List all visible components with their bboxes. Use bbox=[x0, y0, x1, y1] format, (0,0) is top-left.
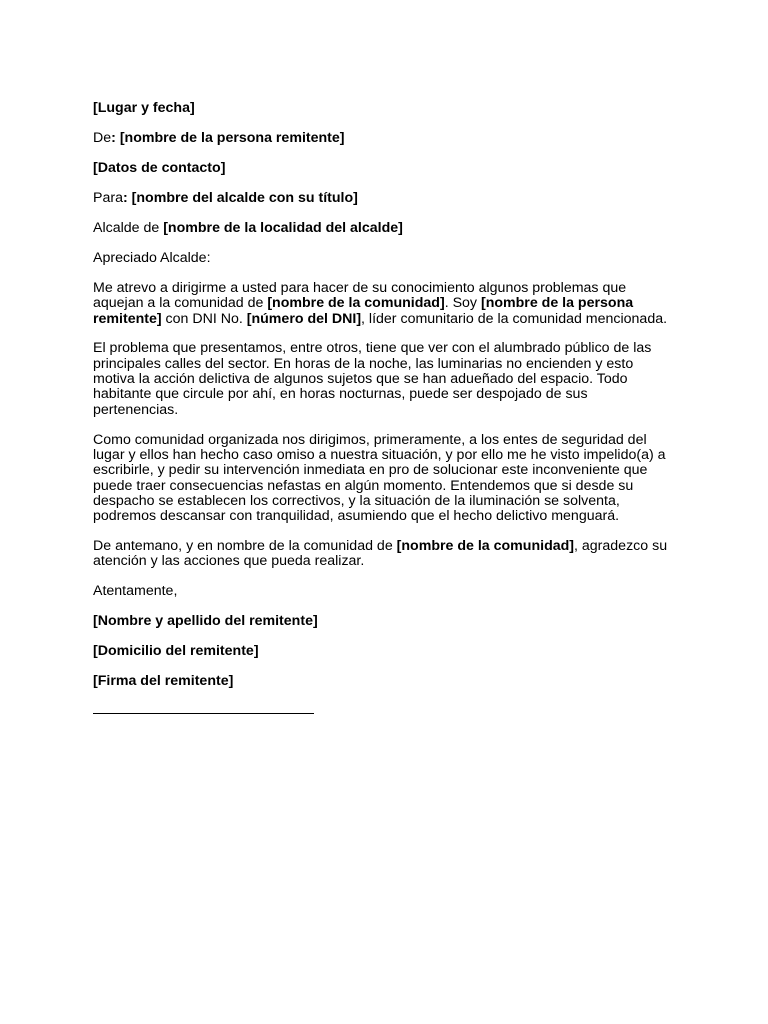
to-line bbox=[93, 191, 673, 206]
dni-placeholder: [número del DNI] bbox=[246, 310, 362, 327]
mayor-name-placeholder: [nombre del alcalde con su título] bbox=[127, 189, 358, 206]
letter-document bbox=[93, 101, 673, 714]
thanks-text-1: De antemano, y en nombre de la comunidad de bbox=[93, 538, 397, 555]
paragraph-request: Como comunidad organizada nos dirigimos, primeramente, a los entes de seguridad del lugar y ellos han hecho caso omiso a nuestra situación, y por ello me he visto impelido(a) a escribirle, y pedir su intervención inmediata en pro de solucionar este inconveniente que puede traer consecuencias nefastas en algún momento. Entendemos que si desde su despacho se establecen los correctivos, y la situación de la iluminación se solventa, podremos descansar con tranquilidad, asumiendo que el hecho delictivo menguará. bbox=[93, 431, 666, 525]
paragraph-thanks bbox=[93, 539, 673, 570]
paragraph-problem: El problema que presentamos, entre otros, tiene que ver con el alumbrado público de las principales calles del sector. En horas de la noche, las luminarias no encienden y esto motiva la acción delictiva de algunos sujetos que se han adueñado del espacio. Todo habitante que circule por ahí, en horas nocturnas, puede ser despojado de sus pertenencias. bbox=[93, 340, 652, 418]
contact-data: [Datos de contacto] bbox=[93, 159, 226, 176]
from-line bbox=[93, 131, 673, 146]
community-name-placeholder: [nombre de la comunidad] bbox=[267, 295, 445, 312]
sender-signature: [Firma del remitente] bbox=[93, 673, 234, 690]
sender-name-placeholder: [nombre de la persona remitente] bbox=[115, 129, 345, 146]
paragraph-intro bbox=[93, 281, 673, 327]
sender-address: [Domicilio del remitente] bbox=[93, 643, 259, 660]
from-label: De bbox=[93, 129, 112, 146]
to-label: Para bbox=[93, 189, 123, 206]
closing: Atentamente, bbox=[93, 583, 178, 600]
thanks-text-2: , agradezco su atención y las acciones que pueda realizar. bbox=[93, 538, 668, 570]
community-name-placeholder-2: [nombre de la comunidad] bbox=[396, 538, 575, 555]
signature-line bbox=[93, 713, 314, 714]
intro-text-1: Me atrevo a dirigirme a usted para hacer de su conocimiento algunos problemas que aquejan a la comunidad de bbox=[93, 279, 627, 312]
mayor-locality-line bbox=[93, 221, 673, 236]
mayor-prefix: Alcalde de bbox=[93, 219, 164, 236]
intro-text-3: con DNI No. bbox=[161, 310, 247, 327]
place-and-date: [Lugar y fecha] bbox=[93, 100, 195, 116]
to-colon: : bbox=[122, 189, 128, 206]
sender-full-name: [Nombre y apellido del remitente] bbox=[93, 613, 318, 630]
from-colon: : bbox=[111, 129, 116, 146]
intro-text-2: . Soy bbox=[444, 295, 481, 312]
sender-name-placeholder-2: [nombre de la persona remitente] bbox=[93, 295, 634, 327]
mayor-locality-placeholder: [nombre de la localidad del alcalde] bbox=[163, 219, 403, 236]
salutation: Apreciado Alcalde: bbox=[93, 249, 211, 266]
intro-text-4: , líder comunitario de la comunidad mencionada. bbox=[361, 310, 668, 327]
